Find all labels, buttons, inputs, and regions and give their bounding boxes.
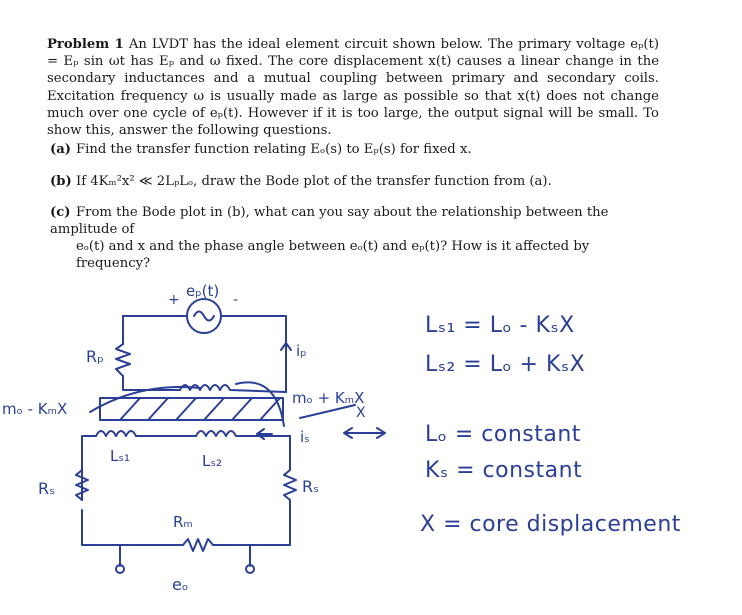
core-rod — [100, 398, 283, 420]
rp-label: Rₚ — [86, 347, 104, 366]
ip-arrow-icon — [281, 343, 291, 360]
part-a-text: Find the transfer function relating Eₒ(s) to Eₚ(s) for fixed x. — [76, 142, 472, 157]
problem-intro: An LVDT has the ideal element circuit shown below. The primary voltage eₚ(t) = Eₚ sin ωt has Eₚ and ω fixed. The core displacement x(t) causes a linear change in the secondary inductances and a mutual coupling between primary and secondary coils. Excitation frequency ω is usually made as large as possible so that x(t) does not change much over one cycle of eₚ(t). However if it is too large, the output signal will be small. To show this, answer the following questions. — [47, 37, 659, 139]
ip-label: iₚ — [296, 342, 307, 360]
secondary-coil-1 — [96, 431, 136, 436]
output-leads — [120, 545, 250, 566]
primary-rp-resistor — [116, 344, 130, 376]
ls2-label: Lₛ₂ — [202, 452, 222, 470]
part-c-text-line2: eₒ(t) and x and the phase angle between eₒ(t) and eₚ(t)? How is it affected by frequency? — [76, 239, 590, 271]
note-ls2-equation: Lₛ₂ = Lₒ + KₛX — [425, 352, 586, 377]
ls1-label: Lₛ₁ — [110, 447, 130, 465]
is-arrow-icon — [257, 429, 272, 439]
rs-right-resistor — [284, 470, 296, 500]
rm-label: Rₘ — [173, 513, 193, 531]
source-plus: + — [168, 292, 180, 308]
part-a-label: (a) — [50, 142, 72, 157]
rs-left-label: Rₛ — [38, 479, 56, 498]
x-arrow-label: X — [356, 405, 366, 421]
displacement-arrow-icon — [344, 428, 385, 438]
primary-left-wire — [123, 316, 180, 390]
m-right-label: mₒ + KₘX — [292, 389, 365, 407]
part-b-label: (b) — [50, 174, 72, 189]
source-minus: - — [233, 292, 239, 308]
part-c-text: From the Bode plot in (b), what can you say about the relationship between the amplitude of — [50, 205, 609, 237]
part-c-label: (c) — [50, 205, 71, 220]
eo-label: eₒ — [172, 575, 189, 594]
coupling-arc-left — [90, 387, 200, 412]
note-ls1-equation: Lₛ₁ = Lₒ - KₛX — [425, 313, 575, 338]
note-x-definition: X = core displacement — [420, 512, 681, 537]
secondary-coil-2 — [196, 431, 290, 436]
rs-right-label: Rₛ — [302, 477, 320, 496]
primary-top-wire — [123, 316, 286, 392]
problem-heading: Problem 1 — [47, 37, 124, 52]
rm-resistor — [120, 539, 244, 551]
part-b-text: If 4Kₘ²x² ≪ 2LₚLₒ, draw the Bode plot of the transfer function from (a). — [76, 174, 552, 189]
ac-source-wave — [194, 312, 214, 321]
source-label: eₚ(t) — [186, 282, 220, 300]
note-lo-definition: Lₒ = constant — [425, 422, 581, 447]
is-label: iₛ — [300, 428, 310, 446]
core-hatch — [120, 398, 280, 420]
note-ks-definition: Kₛ = constant — [425, 458, 583, 483]
m-left-label: mₒ - KₘX — [2, 400, 68, 418]
